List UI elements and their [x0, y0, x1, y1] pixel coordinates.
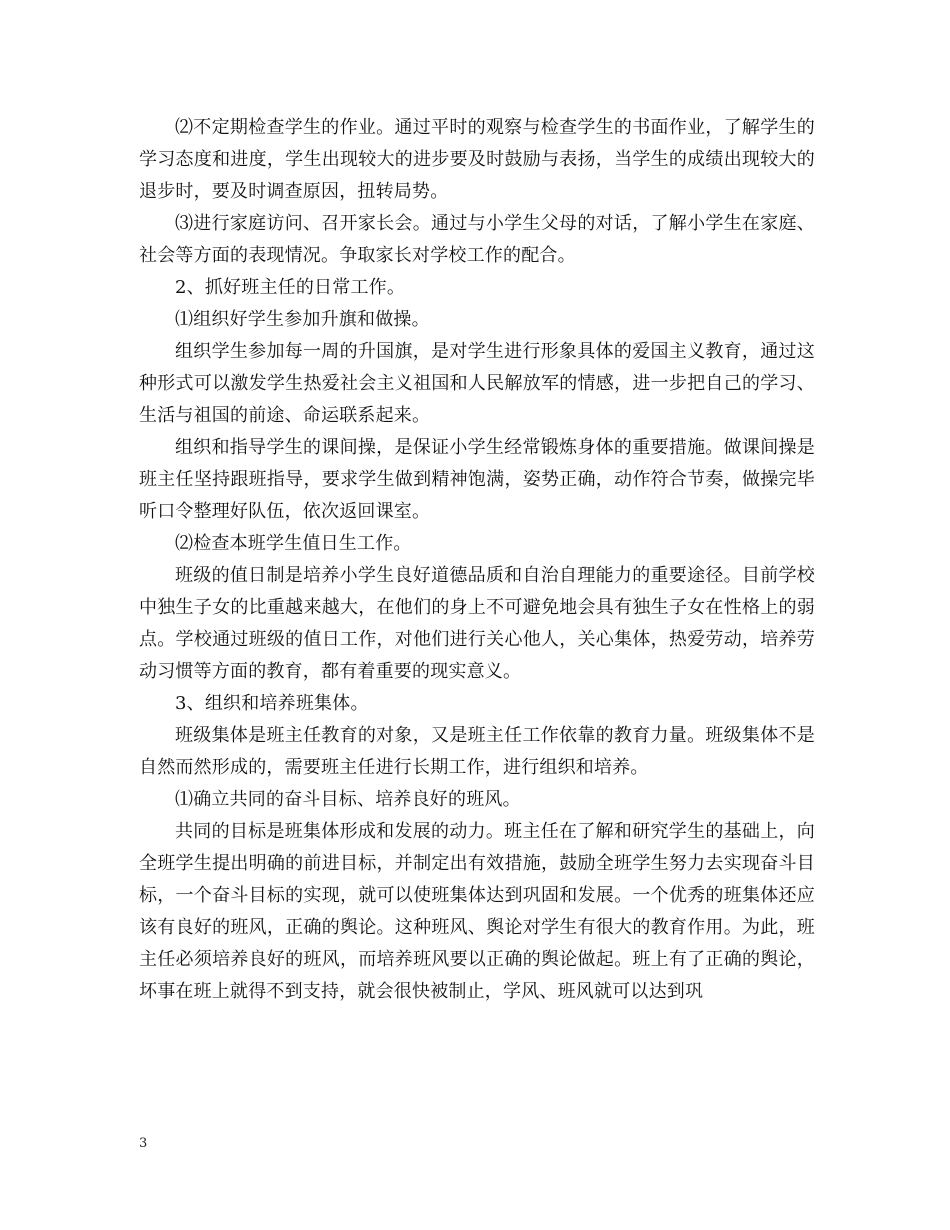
subheading-duty-check: ⑵检查本班学生值日生工作。 — [175, 533, 412, 554]
subheading-flag-exercise: ⑴组织好学生参加升旗和做操。 — [175, 309, 430, 330]
page-number: 3 — [139, 1136, 148, 1151]
paragraph-flag-raising: 组织学生参加每一周的升国旗，是对学生进行形象具体的爱国主义教育，通过这种形式可以激发学生热爱社会主义祖国和人民解放军的情感，进一步把自己的学习、生活与祖国的前途、命运联系起来。 — [139, 341, 815, 426]
paragraph-duty-system: 班级的值日制是培养小学生良好道德品质和自治自理能力的重要途径。目前学校中独生子女的比重越来越大，在他们的身上不可避免地会具有独生子女在性格上的弱点。学校通过班级的值日工作，对他们进行关心他人，关心集体，热爱劳动，培养劳动习惯等方面的教育，都有着重要的现实意义。 — [139, 565, 815, 682]
paragraph-homework-check: ⑵不定期检查学生的作业。通过平时的观察与检查学生的书面作业，了解学生的学习态度和进度，学生出现较大的进步要及时鼓励与表扬，当学生的成绩出现较大的退步时，要及时调查原因，扭转局势。 — [139, 117, 815, 202]
heading-daily-work: 2、抓好班主任的日常工作。 — [175, 277, 406, 298]
paragraph-break-exercise: 组织和指导学生的课间操，是保证小学生经常锻炼身体的重要措施。做课间操是班主任坚持跟班指导，要求学生做到精神饱满，姿势正确，动作符合节奏，做操完毕听口令整理好队伍，依次返回课室。 — [139, 437, 815, 522]
paragraph-common-goal: 共同的目标是班集体形成和发展的动力。班主任在了解和研究学生的基础上，向全班学生提出明确的前进目标，并制定出有效措施，鼓励全班学生努力去实现奋斗目标，一个奋斗目标的实现，就可以使班集体达到巩固和发展。一个优秀的班集体还应该有良好的班风，正确的舆论。这种班风、舆论对学生有很大的教育作用。为此，班主任必须培养良好的班风，而培养班风要以正确的舆论做起。班上有了正确的舆论，坏事在班上就得不到支持，就会很快被制止，学风、班风就可以达到巩 — [139, 821, 815, 1002]
paragraph-class-collective: 班级集体是班主任教育的对象，又是班主任工作依靠的教育力量。班级集体不是自然而然形成的，需要班主任进行长期工作，进行组织和培养。 — [139, 725, 815, 778]
subheading-common-goal: ⑴确立共同的奋斗目标、培养良好的班风。 — [175, 789, 521, 810]
document-body — [139, 112, 815, 1008]
heading-build-class: 3、组织和培养班集体。 — [175, 693, 369, 714]
paragraph-home-visit: ⑶进行家庭访问、召开家长会。通过与小学生父母的对话，了解小学生在家庭、社会等方面的表现情况。争取家长对学校工作的配合。 — [139, 213, 815, 266]
